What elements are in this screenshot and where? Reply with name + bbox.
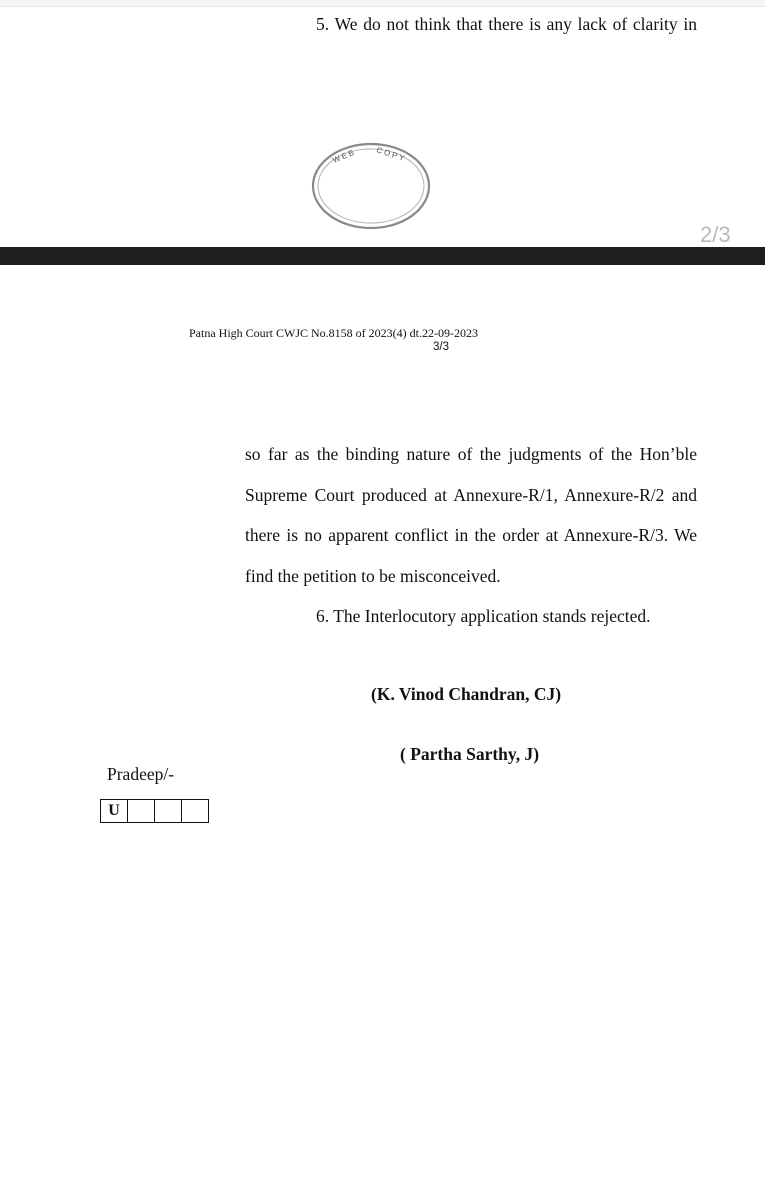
body-line-1: so far as the binding nature of the judgments of the Hon’ble: [245, 444, 697, 464]
body-line-4: find the petition to be misconceived.: [245, 566, 501, 586]
stamp-text-copy: COPY: [375, 145, 408, 164]
upload-code-cell-4: [182, 800, 209, 823]
page-indicator: 2/3: [700, 222, 731, 247]
upload-code-table: [100, 799, 209, 823]
clerk-initials: Pradeep/-: [107, 764, 175, 784]
signature-justice: ( Partha Sarthy, J): [400, 744, 540, 764]
page-divider: [0, 247, 765, 265]
paragraph-5-opening: 5. We do not think that there is any lack of clarity in: [316, 14, 697, 34]
upload-code-cell-3: [155, 800, 182, 823]
web-copy-stamp: [308, 138, 434, 232]
body-line-3: there is no apparent conflict in the order at Annexure-R/3. We: [245, 525, 697, 545]
upload-code-cell-2: [128, 800, 155, 823]
document-header: Patna High Court CWJC No.8158 of 2023(4) dt.22-09-2023: [189, 326, 478, 340]
body-line-2: Supreme Court produced at Annexure-R/1, Annexure-R/2 and: [245, 485, 697, 505]
stamp-text-web: WEB: [331, 147, 358, 165]
upload-code-cell-1: U: [101, 800, 128, 823]
paragraph-6: 6. The Interlocutory application stands rejected.: [316, 606, 651, 626]
signature-chief-justice: (K. Vinod Chandran, CJ): [371, 684, 562, 704]
header-page-number: 3/3: [433, 341, 449, 353]
page-top-edge: [0, 0, 765, 7]
